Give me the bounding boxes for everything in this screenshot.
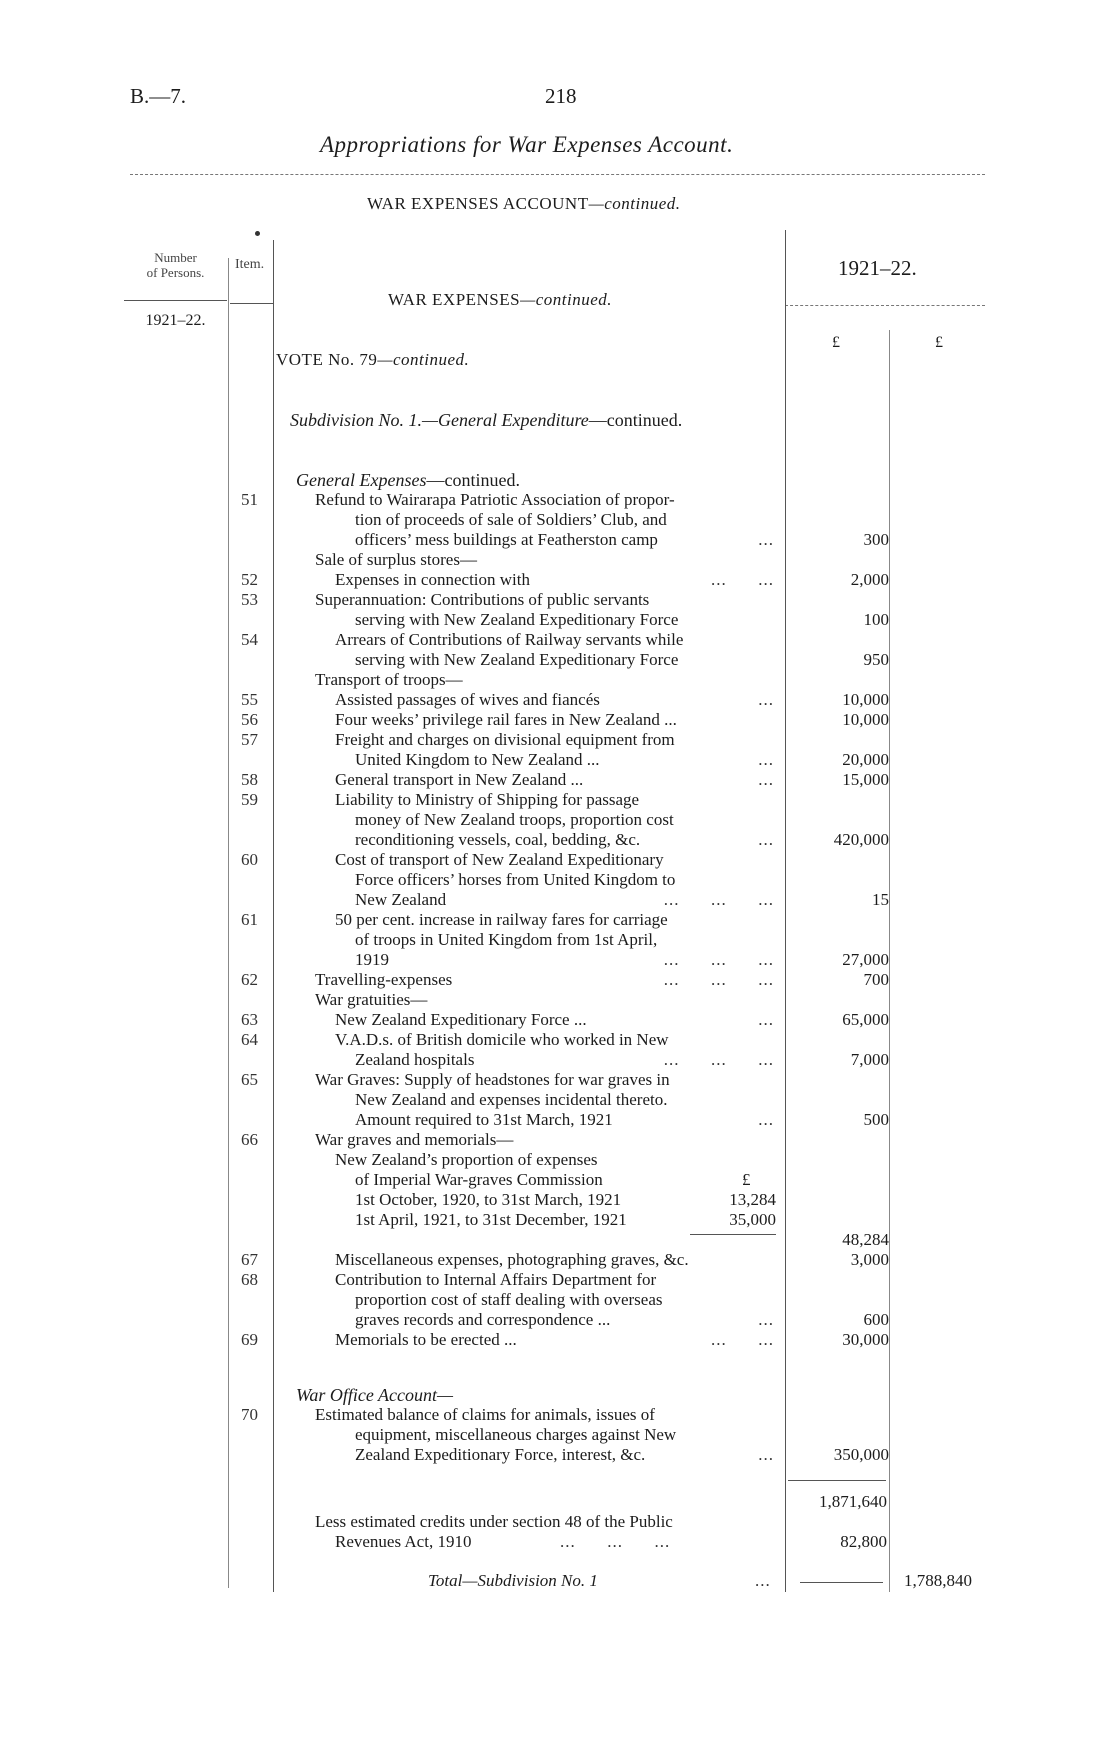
- persons-header-line1: Number: [154, 250, 197, 265]
- item-number: 64: [241, 1030, 258, 1049]
- less-credits-line1: Less estimated credits under section 48 of the Public: [315, 1512, 673, 1531]
- line-item: [0, 850, 1114, 870]
- line-item: [0, 1170, 1114, 1190]
- item-number: 55: [241, 690, 258, 709]
- item-amount: 350,000: [833, 1445, 889, 1464]
- item-description: 1919: [355, 950, 389, 969]
- item-amount: 7,000: [850, 1050, 889, 1069]
- item-description: 1st April, 1921, to 31st December, 1921: [355, 1210, 627, 1229]
- line-item: [0, 490, 1114, 510]
- item-number: 69: [241, 1330, 258, 1349]
- line-item: [0, 690, 1114, 710]
- general-expenses-label: General Expenses: [296, 470, 427, 490]
- item-number: 67: [241, 1250, 258, 1269]
- section-heading-cont: —continued.: [588, 194, 681, 213]
- item-description: Expenses in connection with: [335, 570, 530, 589]
- item-description: New Zealand: [355, 890, 447, 909]
- line-item: [0, 1425, 1114, 1445]
- line-item: [0, 930, 1114, 950]
- line-item: [0, 870, 1114, 890]
- line-item: [0, 530, 1114, 550]
- dot-leader: ...: [758, 830, 774, 849]
- line-item: [0, 1405, 1114, 1425]
- item-description: Zealand hospitals: [355, 1050, 475, 1069]
- item-description: Zealand Expeditionary Force, interest, &c.: [355, 1445, 646, 1464]
- item-description: Estimated balance of claims for animals, issues of: [315, 1405, 655, 1424]
- item-amount: 3,000: [850, 1250, 889, 1269]
- inner-pound-sign: £: [742, 1170, 751, 1189]
- item-number: 70: [241, 1405, 258, 1424]
- item-header-rule: [230, 303, 274, 304]
- line-item: [0, 990, 1114, 1010]
- line-item: [0, 1290, 1114, 1310]
- vote-heading-cont: —continued.: [377, 350, 470, 369]
- dot-leader: ...: [758, 690, 774, 709]
- item-description: New Zealand’s proportion of expenses: [335, 1150, 598, 1169]
- item-description: War graves and memorials—: [315, 1130, 514, 1149]
- item-amount: 15: [872, 890, 889, 909]
- war-expenses-heading-main: WAR EXPENSES: [388, 290, 521, 309]
- line-item: [0, 830, 1114, 850]
- line-item: [0, 590, 1114, 610]
- total-rule: [800, 1582, 883, 1583]
- line-item: [0, 1190, 1114, 1210]
- persons-header-line2: of Persons.: [146, 265, 205, 280]
- dot-leader: ...: [758, 750, 774, 769]
- dot-leader: ... ...: [711, 1330, 774, 1349]
- item-description: equipment, miscellaneous charges against New: [355, 1425, 677, 1444]
- dot-leader: ... ... ...: [663, 890, 774, 909]
- general-expenses-cont: —continued.: [426, 470, 520, 490]
- item-description: serving with New Zealand Expeditionary Force: [355, 650, 679, 669]
- item-amount: 950: [863, 650, 889, 669]
- line-item: [0, 1030, 1114, 1050]
- vote-heading-main: VOTE No. 79: [276, 350, 378, 369]
- line-item: [0, 1310, 1114, 1330]
- war-expenses-heading: [388, 290, 612, 310]
- item-description: graves records and correspondence ...: [355, 1310, 611, 1329]
- item-amount: 15,000: [842, 770, 889, 789]
- pound-sign-col1: £: [832, 334, 840, 351]
- line-item: [0, 1130, 1114, 1150]
- line-item: [0, 910, 1114, 930]
- line-item: [0, 970, 1114, 990]
- item-number: 58: [241, 770, 258, 789]
- item-amount: 27,000: [842, 950, 889, 969]
- line-item: [0, 890, 1114, 910]
- less-credits-amount: 82,800: [840, 1532, 887, 1551]
- item-number: 60: [241, 850, 258, 869]
- line-item: [0, 1270, 1114, 1290]
- item-description: Cost of transport of New Zealand Expeditionary: [335, 850, 664, 869]
- item-amount: 100: [863, 610, 889, 629]
- item-amount: 600: [863, 1310, 889, 1329]
- dot-leader: ... ... ...: [663, 1050, 774, 1069]
- item-amount: 300: [863, 530, 889, 549]
- item-description: United Kingdom to New Zealand ...: [355, 750, 600, 769]
- item-description: Transport of troops—: [315, 670, 463, 689]
- line-item: [0, 650, 1114, 670]
- line-item: [0, 810, 1114, 830]
- item-number: 63: [241, 1010, 258, 1029]
- item-number: 52: [241, 570, 258, 589]
- item-description: Sale of surplus stores—: [315, 550, 477, 569]
- less-credits-line2: Revenues Act, 1910: [335, 1532, 472, 1551]
- line-item: [0, 630, 1114, 650]
- item-description: money of New Zealand troops, proportion cost: [355, 810, 674, 829]
- item-description: Force officers’ horses from United Kingdom to: [355, 870, 676, 889]
- line-item: [0, 510, 1114, 530]
- item-number: 53: [241, 590, 258, 609]
- inner-amount-1: 13,284: [729, 1190, 776, 1209]
- item-description: Freight and charges on divisional equipment from: [335, 730, 675, 749]
- item-number: 62: [241, 970, 258, 989]
- pound-sign-col2: £: [935, 334, 943, 351]
- item-amount: 20,000: [842, 750, 889, 769]
- inner-amount-2: 35,000: [729, 1210, 776, 1229]
- line-item: [0, 1070, 1114, 1090]
- line-item: [0, 1250, 1114, 1270]
- item-number: 66: [241, 1130, 258, 1149]
- line-item: [0, 1150, 1114, 1170]
- line-item: [0, 610, 1114, 630]
- item-description: proportion cost of staff dealing with overseas: [355, 1290, 663, 1309]
- item-description: of troops in United Kingdom from 1st April,: [355, 930, 658, 949]
- year-header-rule: [785, 305, 985, 306]
- item-description: Travelling-expenses: [315, 970, 453, 989]
- item-description: Four weeks’ privilege rail fares in New Zealand ...: [335, 710, 677, 729]
- general-expenses-heading: [296, 470, 520, 491]
- item-number: 54: [241, 630, 258, 649]
- item-amount: 48,284: [842, 1230, 889, 1249]
- item-number: 61: [241, 910, 258, 929]
- section-heading: [367, 194, 681, 214]
- item-number: 51: [241, 490, 258, 509]
- item-description: Miscellaneous expenses, photographing graves, &c.: [335, 1250, 689, 1269]
- dot-leader: ...: [758, 770, 774, 789]
- dot-leader: ... ... ...: [663, 950, 774, 969]
- item-description: serving with New Zealand Expeditionary Force: [355, 610, 679, 629]
- item-description: Assisted passages of wives and fiancés: [335, 690, 600, 709]
- gross-total-rule: [788, 1480, 886, 1481]
- item-number: 68: [241, 1270, 258, 1289]
- item-description: 1st October, 1920, to 31st March, 1921: [355, 1190, 622, 1209]
- item-amount: 10,000: [842, 690, 889, 709]
- item-description: General transport in New Zealand ...: [335, 770, 584, 789]
- total-subdivision-leader: ...: [755, 1571, 771, 1590]
- total-subdivision-amount: 1,788,840: [904, 1571, 972, 1590]
- item-description: 50 per cent. increase in railway fares for carriage: [335, 910, 668, 929]
- item-description: tion of proceeds of sale of Soldiers’ Club, and: [355, 510, 667, 529]
- document-code: B.—7.: [130, 84, 187, 108]
- section-heading-main: WAR EXPENSES ACCOUNT: [367, 194, 589, 213]
- war-office-heading: War Office Account—: [296, 1385, 453, 1405]
- line-item: [0, 730, 1114, 750]
- item-description: Liability to Ministry of Shipping for passage: [335, 790, 640, 809]
- line-item: [0, 1110, 1114, 1130]
- persons-column-header: [128, 250, 223, 280]
- line-item: [0, 1330, 1114, 1350]
- dot-leader: ... ... ...: [663, 970, 774, 989]
- page-number: 218: [545, 84, 577, 108]
- item-description: Amount required to 31st March, 1921: [355, 1110, 613, 1129]
- item-description: Memorials to be erected ...: [335, 1330, 517, 1349]
- dot-leader: ...: [758, 1310, 774, 1329]
- item-column-header: Item.: [235, 257, 265, 272]
- item-amount: 420,000: [833, 830, 889, 849]
- item-number: 56: [241, 710, 258, 729]
- total-subdivision-label: Total—Subdivision No. 1: [428, 1571, 598, 1590]
- item-description: Superannuation: Contributions of public servants: [315, 590, 650, 609]
- line-item: [0, 570, 1114, 590]
- item-description: reconditioning vessels, coal, bedding, &c.: [355, 830, 641, 849]
- dot-leader: ... ...: [711, 570, 774, 589]
- item-description: Arrears of Contributions of Railway servants while: [335, 630, 684, 649]
- line-item: [0, 1090, 1114, 1110]
- item-amount: 65,000: [842, 1010, 889, 1029]
- subdivision-heading: [290, 410, 682, 431]
- item-number: 59: [241, 790, 258, 809]
- line-item: [0, 770, 1114, 790]
- line-item: [0, 1050, 1114, 1070]
- line-item: [0, 1445, 1114, 1465]
- line-item: [0, 710, 1114, 730]
- item-description: Refund to Wairarapa Patriotic Association of propor-: [315, 490, 675, 509]
- item-description: V.A.D.s. of British domicile who worked in New: [335, 1030, 669, 1049]
- persons-header-rule: [124, 300, 227, 301]
- line-item: [0, 750, 1114, 770]
- item-description: New Zealand and expenses incidental thereto.: [355, 1090, 668, 1109]
- item-number: 65: [241, 1070, 258, 1089]
- year-persons: 1921–22.: [145, 312, 206, 329]
- title-rule: [130, 174, 985, 175]
- line-item: [0, 790, 1114, 810]
- item-description: War Graves: Supply of headstones for war graves in: [315, 1070, 670, 1089]
- dot-leader: ...: [758, 1010, 774, 1029]
- item-amount: 700: [863, 970, 889, 989]
- vote-heading: [276, 350, 469, 370]
- item-number: 57: [241, 730, 258, 749]
- item-amount: 2,000: [850, 570, 889, 589]
- line-item: [0, 1010, 1114, 1030]
- gross-total-amount: 1,871,640: [819, 1492, 887, 1511]
- item-description: Contribution to Internal Affairs Department for: [335, 1270, 657, 1289]
- dot-leader: ...: [758, 1445, 774, 1464]
- line-item: [0, 550, 1114, 570]
- line-item: [0, 1230, 1114, 1250]
- less-credits-leader: ... ... ...: [560, 1532, 671, 1551]
- dot-leader: ...: [758, 1110, 774, 1129]
- item-description: of Imperial War-graves Commission: [355, 1170, 603, 1189]
- war-expenses-heading-cont: —continued.: [520, 290, 613, 309]
- ink-dot: [255, 231, 260, 236]
- item-description: War gratuities—: [315, 990, 428, 1009]
- item-amount: 500: [863, 1110, 889, 1129]
- line-item: [0, 950, 1114, 970]
- subdivision-heading-cont: —continued.: [588, 410, 683, 430]
- page-title: Appropriations for War Expenses Account.: [320, 132, 734, 157]
- subdivision-heading-label: Subdivision No. 1.—General Expenditure: [290, 410, 589, 430]
- item-amount: 30,000: [842, 1330, 889, 1349]
- dot-leader: ...: [758, 530, 774, 549]
- item-description: New Zealand Expeditionary Force ...: [335, 1010, 587, 1029]
- line-item: [0, 670, 1114, 690]
- item-description: officers’ mess buildings at Featherston camp: [355, 530, 658, 549]
- item-amount: 10,000: [842, 710, 889, 729]
- line-item: [0, 1210, 1114, 1230]
- year-header: 1921–22.: [838, 256, 917, 280]
